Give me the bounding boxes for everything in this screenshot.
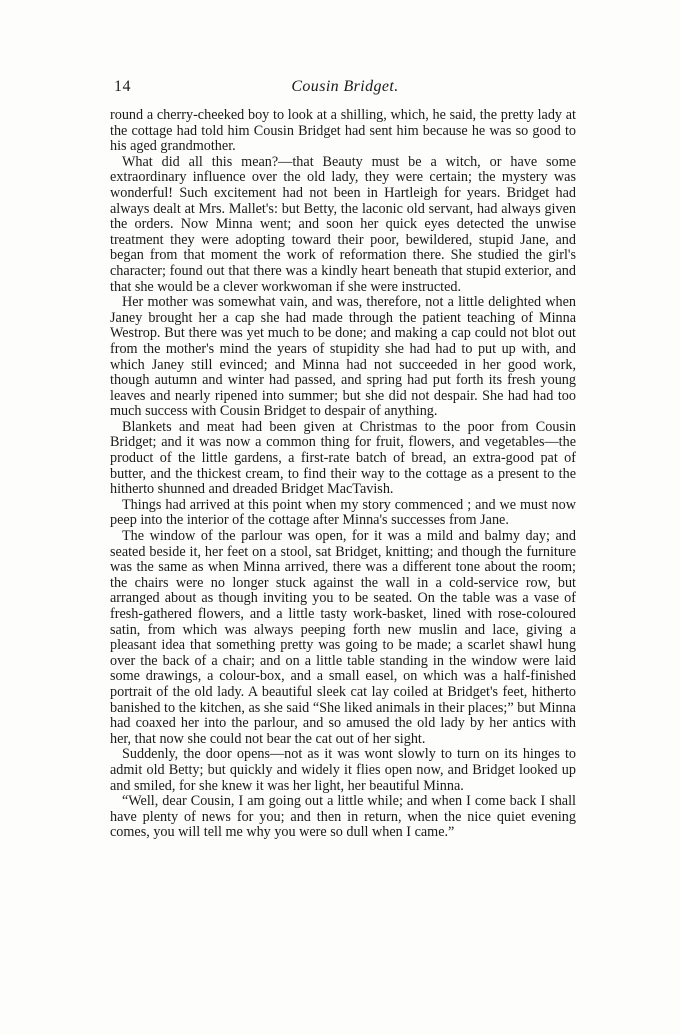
paragraph-continued: round a cherry-cheeked boy to look at a shilling, which, he said, the pretty lady at the cottage had told him Cousin Bridget had sent him because he was so good to his aged grandmother. bbox=[110, 107, 576, 155]
paragraph: What did all this mean?—that Beauty must be a witch, or have some extraordinary influence over the old lady, they were certain; the mystery was wonderful! Such excitement had not been in Hartleigh for years. Bridget had always dealt at Mrs. Mallet's: but Betty, the laconic old servant, had always given the orders. Now Minna went; and soon her quick eyes detected the unwise treatment they were adopting toward their poor, bewildered, stupid Jane, and began from that moment the work of reformation there. She studied the girl's character; found out that there was a kindly heart beneath that stupid exterior, and that she would be a clever workwoman if she were instructed. bbox=[110, 153, 576, 295]
running-title: Cousin Bridget. bbox=[291, 78, 399, 95]
body-text bbox=[110, 108, 576, 841]
paragraph: “Well, dear Cousin, I am going out a little while; and when I come back I shall have plenty of news for you; and then in return, when the nice quiet evening comes, you will tell me why you were so dull when I came.” bbox=[110, 793, 576, 841]
paragraph: Her mother was somewhat vain, and was, therefore, not a little delighted when Janey brought her a cap she had made through the patient teaching of Minna Westrop. But there was yet much to be done; and making a cap could not blot out from the mother's mind the years of stupidity she had had to put up with, and which Janey still evinced; and Minna had not succeeded in her good work, though autumn and winter had passed, and spring had put forth its fresh young leaves and nearly ripened into summer; but she did not despair. She had had too much success with Cousin Bridget to despair of anything. bbox=[110, 294, 576, 420]
paragraph: Suddenly, the door opens—not as it was wont slowly to turn on its hinges to admit old Betty; but quickly and widely it flies open now, and Bridget looked up and smiled, for she knew it was her light, her beautiful Minna. bbox=[110, 746, 576, 794]
paragraph: Things had arrived at this point when my story commenced ; and we must now peep into the interior of the cottage after Minna's successes from Jane. bbox=[110, 496, 576, 529]
paragraph: The window of the parlour was open, for it was a mild and balmy day; and seated beside it, her feet on a stool, sat Bridget, knitting; and though the furniture was the same as when Minna arrived, there was a different tone about the room; the chairs were no longer stuck against the wall in a cold-service row, but arranged about as though inviting you to be seated. On the table was a vase of fresh-gathered flowers, and a little tasty work-basket, lined with rose-coloured satin, from which was always peeping forth new muslin and lace, giving a pleasant idea that something pretty was going to be made; a scarlet shawl hung over the back of a chair; and on a little table standing in the window were laid some drawings, a colour-box, and a small easel, on which was a half-finished portrait of the old lady. A beautiful sleek cat lay coiled at Bridget's feet, hitherto banished to the kitchen, as she said “She liked animals in their places;” but Minna had coaxed her into the parlour, and so amused the old lady by her antics with her, that now she could not bear the cat out of her sight. bbox=[110, 528, 576, 747]
paragraph: Blankets and meat had been given at Christmas to the poor from Cousin Bridget; and it was now a common thing for fruit, flowers, and vegetables—the product of the little gardens, a first-rate batch of bread, an extra-good pat of butter, and the thickest cream, to find their way to the cottage as a present to the hitherto shunned and dreaded Bridget MacTavish. bbox=[110, 418, 576, 498]
page-header bbox=[108, 78, 582, 100]
page-number: 14 bbox=[114, 78, 131, 95]
